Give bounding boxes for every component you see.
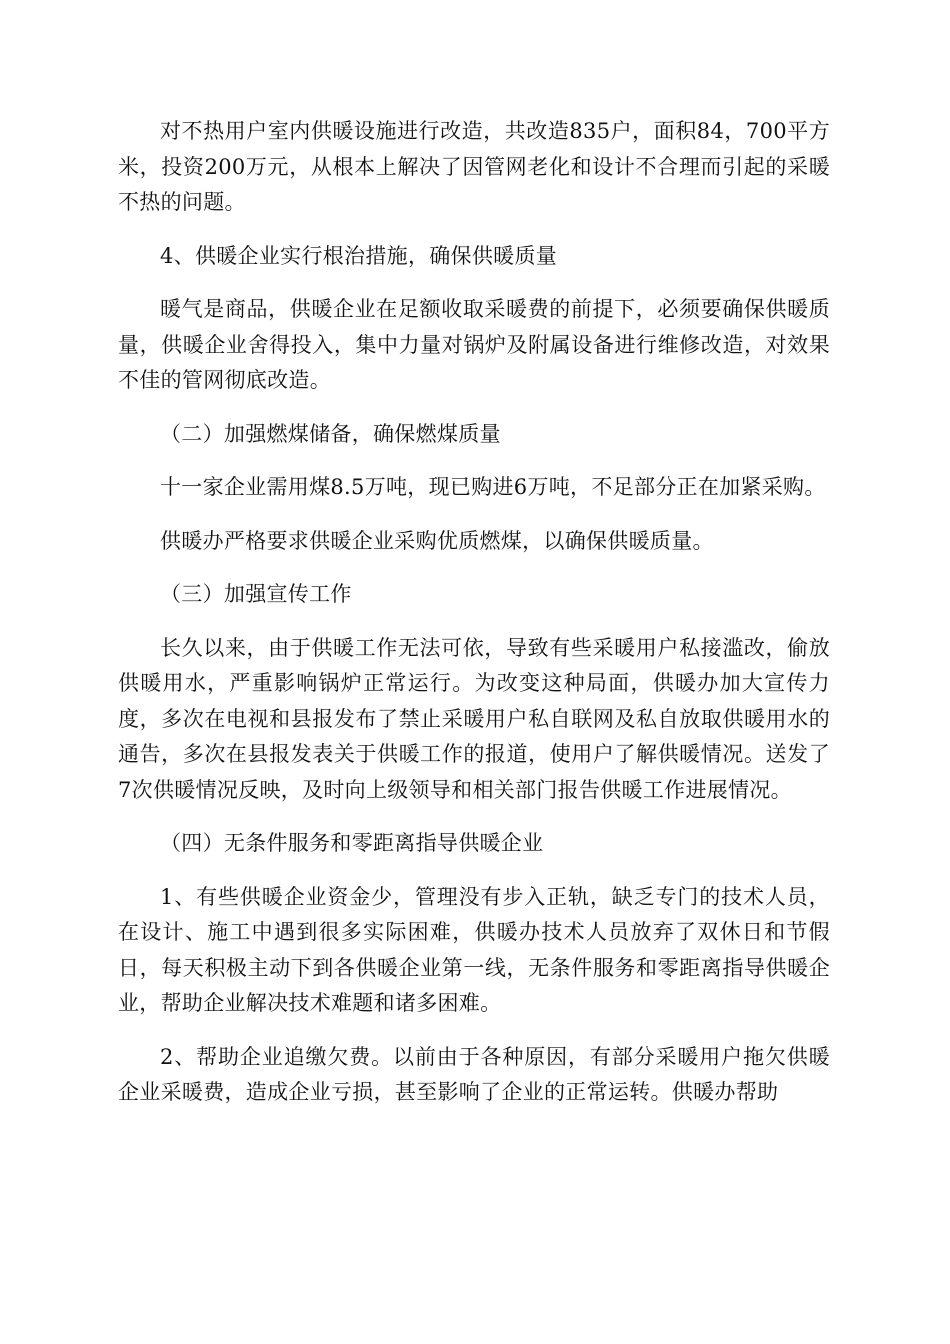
- heading-section-3-publicity: （三）加强宣传工作: [160, 582, 352, 606]
- document-body: [118, 114, 830, 1129]
- paragraph-heating-commodity: 暖气是商品，供暖企业在足额收取采暖费的前提下，必须要确保供暖质量，供暖企业舍得投入，集中力量对锅炉及附属设备进行维修改造，对效果不佳的管网彻底改造。: [118, 297, 830, 392]
- heading-section-4-service: （四）无条件服务和零距离指导供暖企业: [160, 831, 544, 855]
- paragraph-coal-purchase: 十一家企业需用煤8.5万吨，现已购进6万吨，不足部分正在加紧采购。: [160, 475, 826, 499]
- paragraph-coal-quality: 供暖办严格要求供暖企业采购优质燃煤，以确保供暖质量。: [160, 528, 714, 553]
- paragraph-arrears-collection: 2、帮助企业追缴欠费。以前由于各种原因，有部分采暖用户拖欠供暖企业采暖费，造成企业亏损，甚至影响了企业的正常运转。供暖办帮助: [118, 1044, 830, 1104]
- heading-4-quality-measures: 4、供暖企业实行根治措施，确保供暖质量: [160, 243, 558, 268]
- paragraph-renovation: 对不热用户室内供暖设施进行改造，共改造835户，面积84，700平方米，投资200万元，从根本上解决了因管网老化和设计不合理而引起的采暖不热的问题。: [118, 119, 830, 214]
- paragraph-publicity: 长久以来，由于供暖工作无法可依，导致有些采暖用户私接滥改，偷放供暖用水，严重影响锅炉正常运行。为改变这种局面，供暖办加大宣传力度，多次在电视和县报发布了禁止采暖用户私自联网及私自放取供暖用水的通告，多次在县报发表关于供暖工作的报道，使用户了解供暖情况。送发了7次供暖情况反映，及时向上级领导和相关部门报告供暖工作进展情况。: [118, 635, 830, 802]
- heading-section-2-coal: （二）加强燃煤储备，确保燃煤质量: [160, 421, 501, 446]
- paragraph-technical-support: 1、有些供暖企业资金少，管理没有步入正轨，缺乏专门的技术人员，在设计、施工中遇到很多实际困难，供暖办技术人员放弃了双休日和节假日，每天积极主动下到各供暖企业第一线，无条件服务和零距离指导供暖企业，帮助企业解决技术难题和诸多困难。: [118, 884, 830, 1015]
